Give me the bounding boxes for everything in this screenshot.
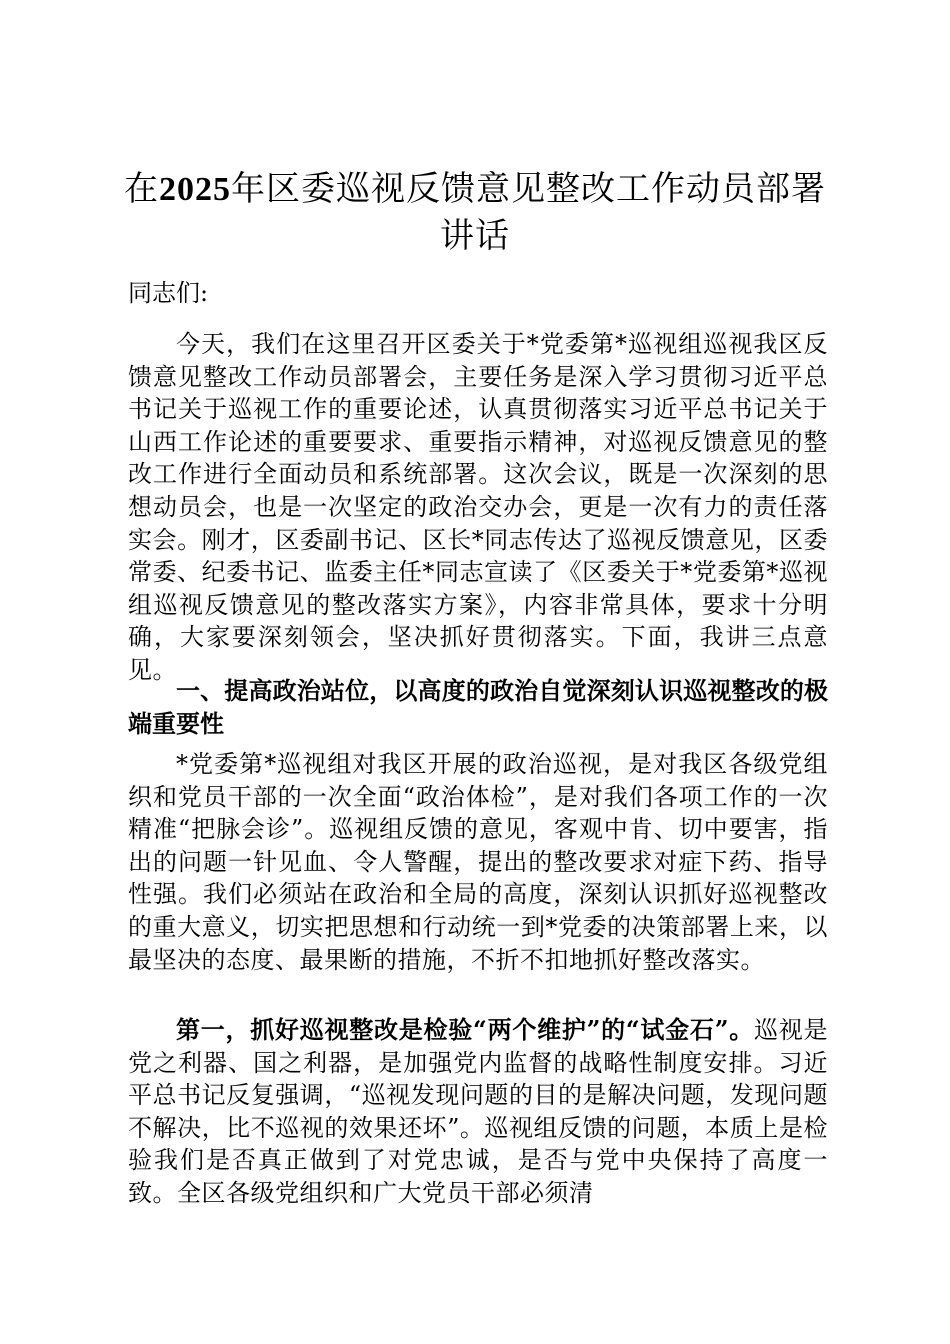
title-year: 2025 (159, 171, 231, 208)
point-1-lead: 第一，抓好巡视整改是检验“两个维护”的“试金石”。 (176, 1015, 754, 1044)
paragraph-opening: 今天，我们在这里召开区委关于*党委第*巡视组巡视我区反馈意见整改工作动员部署会，主要任务是深入学习贯彻习近平总书记关于巡视工作的重要论述，认真贯彻落实习近平总书记关于山西工作论述的重要要求、重要指示精神，对巡视反馈意见的整改工作进行全面动员和系统部署。这次会议，既是一次深刻的思想动员会，也是一次坚定的政治交办会，更是一次有力的责任落实会。刚才，区委副书记、区长*同志传达了巡视反馈意见，区委常委、纪委书记、监委主任*同志宣读了《区委关于*党委第*巡视组巡视反馈意见的整改落实方案》，内容非常具体，要求十分明确，大家要深刻领会，坚决抓好贯彻落实。下面，我讲三点意见。 (128, 330, 828, 684)
title-prefix: 在 (124, 169, 159, 209)
document-title (110, 166, 840, 259)
paragraph-point-1 (128, 1014, 828, 1210)
salutation: 同志们: (128, 279, 209, 307)
paragraph-section-1: *党委第*巡视组对我区开展的政治巡视，是对我区各级党组织和党员干部的一次全面“政治体检”，是对我们各项工作的一次精准“把脉会诊”。巡视组反馈的意见，客观中肯、切中要害，指出的问题一针见血、令人警醒，提出的整改要求对症下药、指导性强。我们必须站在政治和全局的高度，深刻认识抓好巡视整改的重大意义，切实把思想和行动统一到*党委的决策部署上来，以最坚决的态度、最果断的措施，不折不扣地抓好整改落实。 (128, 750, 828, 974)
title-suffix: 年区委巡视反馈意见整改工作动员部署讲话 (231, 169, 826, 256)
point-1-body: 巡视是党之利器、国之利器，是加强党内监督的战略性制度安排。习近平总书记反复强调，“巡视发现问题的目的是解决问题，发现问题不解决，比不巡视的效果还坏”。巡视组反馈的问题，本质上是检验我们是否真正做到了对党忠诚，是否与党中央保持了高度一致。全区各级党组织和广大党员干部必须清 (128, 1016, 829, 1207)
section-heading-1: 一、提高政治站位，以高度的政治自觉深刻认识巡视整改的极端重要性 (128, 676, 828, 738)
